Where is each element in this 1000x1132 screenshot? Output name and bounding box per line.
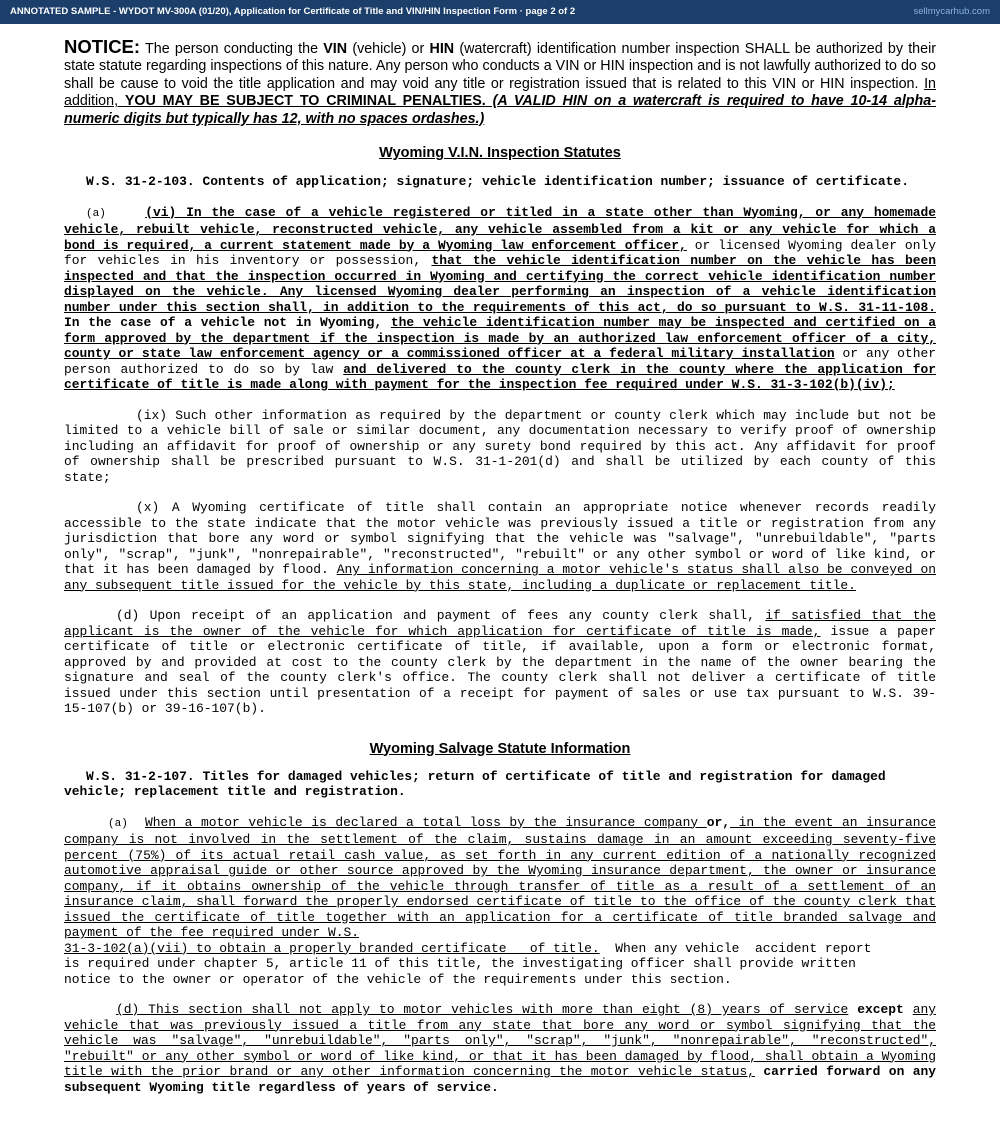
- salvage-statute-heading: Wyoming Salvage Statute Information: [369, 740, 631, 757]
- statute-31-2-103-title: W.S. 31-2-103. Contents of application; signature; vehicle identification number; issuance of certificate.: [86, 174, 909, 190]
- criminal-penalties-warning: YOU MAY BE SUBJECT TO CRIMINAL PENALTIES.: [124, 93, 486, 110]
- paragraph-salvage-a: (a) When a motor vehicle is declared a total loss by the insurance company or, in the event an insurance company is not involved in the settlement of the claim, sustains damage in an amount exceeding seventy-five percent (75%) of its actual retail cash value, as set forth in any current edition of a nationally recognized automotive appraisal guide or other source approved by the Wyoming insurance department, the owner or insurance company, if it obtains ownership of the vehicle through transfer of title as a result of a settlement of an insurance claim, shall forward the properly endorsed certificate of title to the office of the county clerk that issued the certificate of title together with an application for a certificate of title branded salvage and payment of the fee required under W.S.: [64, 814, 937, 941]
- paragraph-marker: (a): [108, 817, 128, 830]
- banner-title: ANNOTATED SAMPLE - WYDOT MV-300A (01/20), Application for Certificate of Title and VIN/HIN Inspection Form · page 2 of 2: [10, 6, 576, 17]
- paragraph-d: (d) Upon receipt of an application and payment of fees any county clerk shall, if satisfied that the applicant is the owner of the vehicle for which application for certificate of title is made, issue a paper certificate of title or electronic certificate of title, if available, upon a form or electronic format, approved by and provided at cost to the county clerk by the department in the name of the owner bearing the signature and seal of the county clerk's office. The county clerk shall not deliver a certificate of title issued under this section until presentation of a receipt for payment of sales or use tax pursuant to W.S. 39-15-107(b) or 39-16-107(b).: [64, 608, 937, 717]
- notice-paragraph: NOTICE: The person conducting the VIN (vehicle) or HIN (watercraft) identification number inspection SHALL be authorized by their state statute regarding inspections of this nature. Any person who conducts a VIN or HIN inspection and is not lawfully authorized to do so shall be cause to void the title application and may void any title or registration issued that is related to this VIN or HIN inspection. In addition, YOU MAY BE SUBJECT TO CRIMINAL PENALTIES. (A VALID HIN on a watercraft is required to have 10-14 alpha-numeric digits but typically has 12, with no spaces ordashes.): [64, 36, 937, 127]
- statute-31-2-107-title: W.S. 31-2-107. Titles for damaged vehicles; return of certificate of title and registration for damaged vehicle; replacement title and registration.: [64, 768, 886, 800]
- paragraph-vi: (a) (vi) In the case of a vehicle registered or titled in a state other than Wyoming, or any homemade vehicle, rebuilt vehicle, reconstructed vehicle, any vehicle assembled from a kit or any vehicle for which a bond is required, a current statement made by a Wyoming law enforcement officer, or licensed Wyoming dealer only for vehicles in his inventory or possession, that the vehicle identification number on the vehicle has been inspected and that the inspection occurred in Wyoming and certifying the correct vehicle identification number displayed on the vehicle. Any licensed Wyoming dealer performing an inspection of a vehicle identification number under this section shall, in addition to the requirements of this act, do so pursuant to W.S. 31-11-108. In the case of a vehicle not in Wyoming, the vehicle identification number may be inspected and certified on a form approved by the department if the inspection is made by an authorized law enforcement officer of a city, county or state law enforcement agency or a commissioned officer at a federal military installation or any other person authorized to do so by law and delivered to the county clerk in the county where the application for certificate of title is made along with payment for the inspection fee required under W.S. 31-3-102(b)(iv);: [64, 204, 937, 393]
- paragraph-ix: (ix) Such other information as required by the department or county clerk which may include but not be limited to a vehicle bill of sale or similar document, any documentation necessary to verify proof of ownership including an affidavit for proof of ownership or any surety bond required by this act. Any affidavit for proof of ownership shall be prescribed pursuant to W.S. 31-1-201(d) and shall be utilized by each county of this state;: [64, 407, 936, 485]
- notice-label: NOTICE:: [64, 36, 141, 57]
- paragraph-x: (x) A Wyoming certificate of title shall contain an appropriate notice whenever records readily accessible to the state indicate that the motor vehicle was previously issued a title or registration from any jurisdiction that bore any word or symbol signifying that the vehicle was "salvage", "unrebuildable", "parts only", "scrap", "junk", "nonrepairable", "reconstructed", "rebuilt" or any other symbol or word of like kind, or that it has been damaged by flood. Any information concerning a motor vehicle's status shall also be conveyed on any subsequent title issued for the vehicle by this state, including a duplicate or replacement title.: [64, 500, 936, 593]
- hin-note: (A VALID HIN on a watercraft is required to have 10-14 alpha-numeric digits but typically has 12, with no spaces ordashes.): [64, 93, 936, 127]
- vin-statutes-heading: Wyoming V.I.N. Inspection Statutes: [379, 145, 621, 162]
- paragraph-marker: (a): [86, 207, 106, 220]
- top-banner: [0, 0, 1000, 24]
- paragraph-salvage-a-continued: 31-3-102(a)(vii) to obtain a properly branded certificate of title. When any vehicle accident report is required under chapter 5, article 11 of this title, the investigating officer shall provide written notice to the owner or operator of the vehicle of the requirements under this section.: [64, 940, 872, 987]
- paragraph-salvage-d: (d) This section shall not apply to motor vehicles with more than eight (8) years of service except any vehicle that was previously issued a title from any state that bore any word or symbol signifying that the vehicle was "salvage", "unrebuildable", "parts only", "scrap", "junk", "nonrepairable", "reconstructed", "rebuilt" or any other symbol or word of like kind, or that it has been damaged by flood, shall obtain a Wyoming title with the prior brand or any other information concerning the motor vehicle status, carried forward on any subsequent Wyoming title regardless of years of service.: [64, 1002, 937, 1095]
- document-page: [64, 38, 936, 1095]
- banner-site-link[interactable]: sellmycarhub.com: [913, 6, 990, 17]
